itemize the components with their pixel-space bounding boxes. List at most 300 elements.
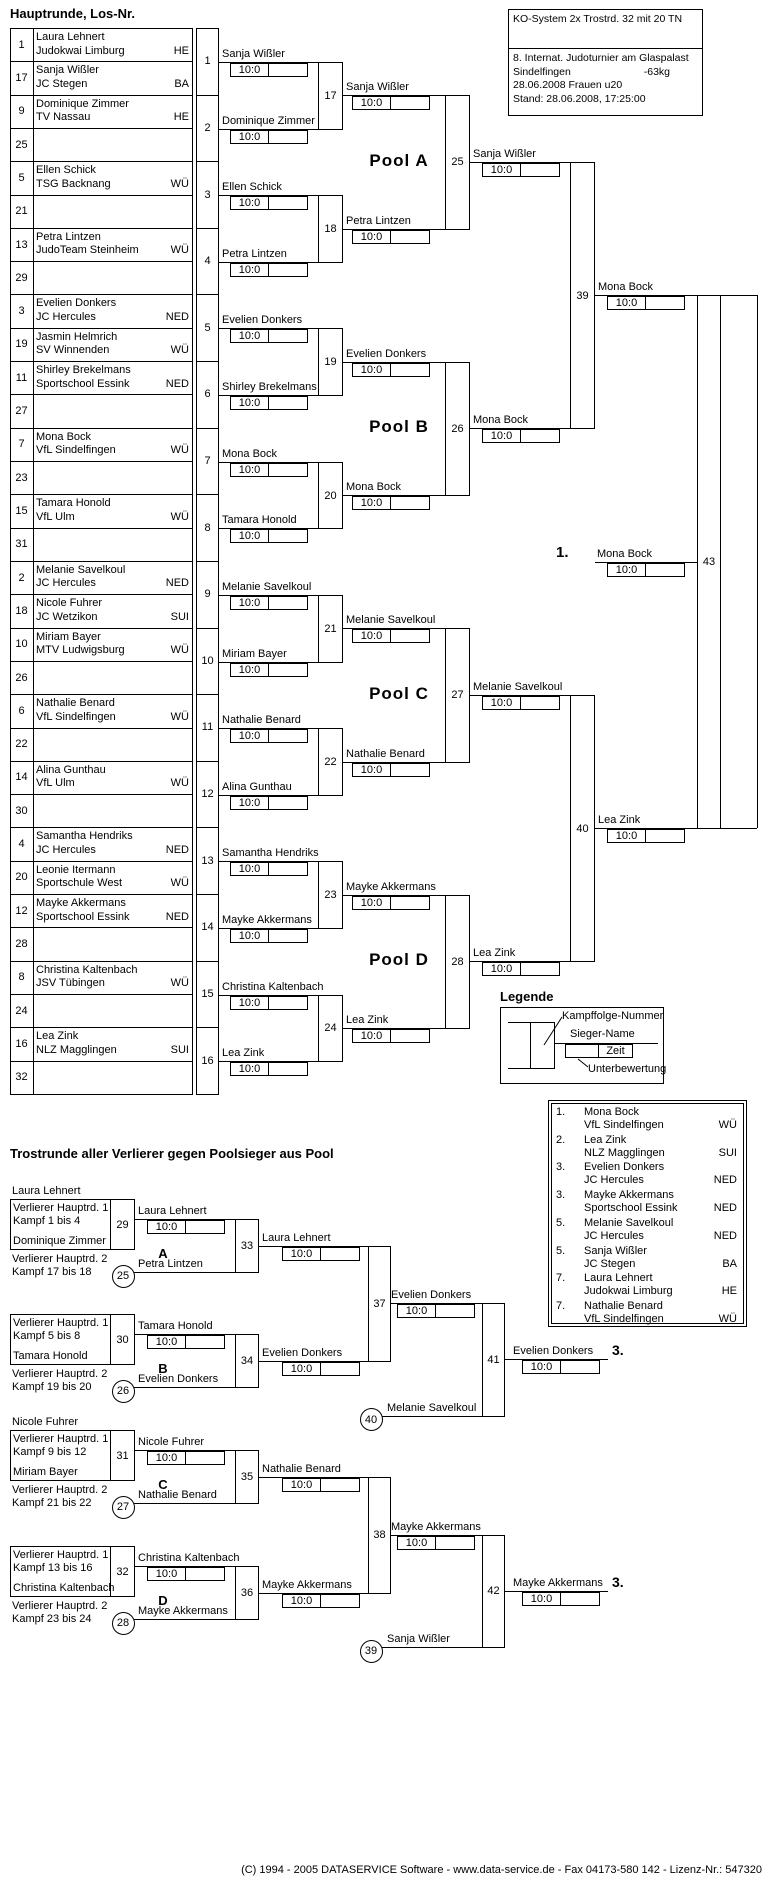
draw-row-los: 4 xyxy=(18,838,25,851)
placement-club: Judokwai Limburg xyxy=(584,1285,673,1298)
club-name: JC Stegen xyxy=(36,77,88,90)
time-cell xyxy=(269,729,308,743)
time-cell xyxy=(436,1304,475,1318)
score-value: 10:0 xyxy=(147,1451,186,1465)
region-code: WÜ xyxy=(170,244,189,257)
placement-club: NLZ Magglingen xyxy=(584,1146,665,1159)
winner-wire xyxy=(134,1619,235,1620)
score-box xyxy=(230,63,308,77)
trost-slot-label: Verlierer Hauptrd. 2 xyxy=(12,1368,108,1380)
draw-row-los: 22 xyxy=(15,738,28,751)
trost-participant-name: Nicole Fuhrer xyxy=(12,1416,79,1428)
score-box xyxy=(352,763,430,777)
trost-slot-label: Verlierer Hauptrd. 2 xyxy=(12,1253,108,1265)
score-value: 10:0 xyxy=(230,196,269,210)
pool-label: Pool A xyxy=(369,150,429,170)
match-number-box: 38 xyxy=(368,1477,391,1594)
club-name: SV Winnenden xyxy=(36,344,110,357)
placement-name: Melanie Savelkoul xyxy=(584,1216,674,1229)
draw-row-los: 8 xyxy=(18,971,25,984)
first-place-rank: 1. xyxy=(556,543,569,561)
competitor-name: Tamara Honold xyxy=(36,497,111,510)
draw-grid-line xyxy=(10,95,193,96)
time-cell xyxy=(269,463,308,477)
final-outer-line xyxy=(757,295,758,828)
pool-label: Pool B xyxy=(369,417,429,437)
draw-grid-line xyxy=(10,128,193,129)
winner-wire xyxy=(382,1416,482,1417)
winner-name: Christina Kaltenbach xyxy=(138,1552,240,1564)
draw-row-los: 13 xyxy=(15,238,28,251)
competitor-name: Samantha Hendriks xyxy=(36,830,133,843)
winner-name: Sanja Wißler xyxy=(222,48,285,60)
match-number-cell: 30 xyxy=(116,1333,129,1346)
score-box xyxy=(352,363,430,377)
match-number-box: 39 xyxy=(570,162,595,429)
winner-name: Nathalie Benard xyxy=(222,714,301,727)
draw-row-los: 18 xyxy=(15,604,28,617)
match-number-cell: 2 xyxy=(204,121,211,134)
competitor-name: Miriam Bayer xyxy=(36,630,101,643)
winner-name: Evelien Donkers xyxy=(346,347,427,360)
draw-grid-line xyxy=(10,827,193,828)
draw-grid-line xyxy=(10,694,193,695)
trost-slot-label: Kampf 23 bis 24 xyxy=(12,1613,92,1625)
time-cell xyxy=(391,763,430,777)
circle-feeder-name: Petra Lintzen xyxy=(138,1258,203,1270)
club-name: VfL Sindelfingen xyxy=(36,710,116,723)
score-box xyxy=(522,1360,600,1374)
match-number-cell: 13 xyxy=(201,854,214,867)
placement-name: Mona Bock xyxy=(584,1106,640,1118)
region-code: NED xyxy=(165,377,189,390)
winner-name: Mayke Akkermans xyxy=(222,914,312,927)
match-number-cell: 8 xyxy=(204,521,211,534)
score-box xyxy=(282,1478,360,1492)
club-name: VfL Ulm xyxy=(36,777,75,790)
trost-pool-letter: C xyxy=(158,1477,168,1492)
match-number-box: 23 xyxy=(318,861,343,929)
trost-pool-letter: D xyxy=(158,1593,168,1608)
time-cell xyxy=(391,629,430,643)
score-value: 10:0 xyxy=(352,763,391,777)
score-value: 10:0 xyxy=(482,429,521,443)
draw-row-los: 21 xyxy=(15,205,28,218)
system-label: KO-System 2x Trostrd. 32 mit 20 TN xyxy=(513,13,683,25)
placement-club: JC Hercules xyxy=(584,1229,644,1242)
placement-rank: 7. xyxy=(556,1299,566,1312)
pool-label: Pool C xyxy=(369,683,429,703)
trost-pool-letter: B xyxy=(158,1361,168,1376)
placement-name: Mayke Akkermans xyxy=(584,1189,674,1202)
draw-grid-line xyxy=(10,228,193,229)
winner-name: Nathalie Benard xyxy=(262,1462,341,1475)
score-box xyxy=(282,1247,360,1261)
score-box xyxy=(230,862,308,876)
match-number-box: 43 xyxy=(697,295,721,829)
score-box xyxy=(230,263,308,277)
draw-row-los: 12 xyxy=(15,904,28,917)
time-cell xyxy=(269,796,308,810)
score-value: 10:0 xyxy=(282,1247,321,1261)
match-number-box: 22 xyxy=(318,728,343,796)
match-circle: 25 xyxy=(112,1265,135,1288)
score-box xyxy=(230,463,308,477)
trost-slot-label: Kampf 19 bis 20 xyxy=(12,1381,92,1393)
competitor-name: Sanja Wißler xyxy=(36,64,99,77)
time-cell xyxy=(646,563,685,577)
score-box xyxy=(482,696,560,710)
placement-name: Laura Lehnert xyxy=(584,1272,653,1285)
draw-row-los: 27 xyxy=(15,405,28,418)
draw-row-los: 23 xyxy=(15,471,28,484)
competitor-name: Lea Zink xyxy=(36,1030,79,1043)
score-box xyxy=(230,929,308,943)
score-value: 10:0 xyxy=(282,1362,321,1376)
match-number-cell: 7 xyxy=(204,455,211,468)
score-value: 10:0 xyxy=(230,929,269,943)
score-box xyxy=(482,163,560,177)
score-box xyxy=(147,1567,225,1581)
competitor-name: Melanie Savelkoul xyxy=(36,563,126,576)
trost-slot-label: Verlierer Hauptrd. 1 xyxy=(13,1433,109,1445)
time-cell xyxy=(269,263,308,277)
time-cell xyxy=(646,296,685,310)
score-value: 10:0 xyxy=(397,1536,436,1550)
region-code: WÜ xyxy=(170,344,189,357)
placement-club: VfL Sindelfingen xyxy=(584,1119,664,1131)
draw-grid-line xyxy=(10,728,193,729)
draw-grid-line xyxy=(10,927,193,928)
legend-label-unterbewertung: Unterbewertung xyxy=(588,1063,667,1075)
time-cell xyxy=(391,1029,430,1043)
score-value: 10:0 xyxy=(230,796,269,810)
footer-copyright: (C) 1994 - 2005 DATASERVICE Software - www.data-service.de - Fax 04173-580 142 - Lizenz-Nr.: 547320 xyxy=(241,1864,762,1876)
score-value: 10:0 xyxy=(352,496,391,510)
legend-title: Legende xyxy=(500,989,554,1004)
score-box xyxy=(282,1594,360,1608)
score-value: 10:0 xyxy=(147,1220,186,1234)
time-cell xyxy=(391,896,430,910)
time-cell xyxy=(269,329,308,343)
time-cell xyxy=(561,1592,600,1606)
match-number-cell: 6 xyxy=(204,388,211,401)
draw-grid-line xyxy=(10,161,193,162)
match-number-box: 18 xyxy=(318,195,343,263)
region-code: NED xyxy=(165,577,189,590)
winner-name: Nicole Fuhrer xyxy=(138,1436,205,1448)
score-box xyxy=(352,896,430,910)
match-number-box: 19 xyxy=(318,328,343,396)
winner-name: Mayke Akkermans xyxy=(513,1576,603,1589)
draw-grid-line xyxy=(10,494,193,495)
score-box xyxy=(147,1451,225,1465)
draw-grid-line xyxy=(10,394,193,395)
time-cell xyxy=(269,196,308,210)
placement-rank: 7. xyxy=(556,1272,566,1285)
draw-row-los: 5 xyxy=(18,171,25,184)
score-value: 10:0 xyxy=(607,829,646,843)
placement-club: JC Stegen xyxy=(584,1257,636,1270)
placement-region: WÜ xyxy=(718,1119,737,1131)
score-value: 10:0 xyxy=(230,663,269,677)
legend-time-cell: Zeit xyxy=(599,1044,633,1058)
competitor-name: Christina Kaltenbach xyxy=(36,963,138,976)
time-cell xyxy=(186,1220,225,1234)
region-code: NED xyxy=(165,843,189,856)
winner-name: Evelien Donkers xyxy=(222,314,303,327)
score-box xyxy=(230,196,308,210)
score-value: 10:0 xyxy=(230,996,269,1010)
final-stub xyxy=(720,828,757,829)
winner-name: Mona Bock xyxy=(346,481,402,494)
winner-name: Dominique Zimmer xyxy=(222,114,315,127)
winner-name: Melanie Savelkoul xyxy=(473,680,563,693)
winner-name: Christina Kaltenbach xyxy=(222,980,324,993)
time-cell xyxy=(436,1536,475,1550)
winner-name: Laura Lehnert xyxy=(138,1205,207,1217)
match-number-box: 26 xyxy=(445,362,470,496)
winner-wire xyxy=(134,1272,235,1273)
competitor-name: Nathalie Benard xyxy=(36,697,115,710)
score-value: 10:0 xyxy=(522,1360,561,1374)
match-number-box: 27 xyxy=(445,628,470,762)
winner-name: Evelien Donkers xyxy=(262,1346,343,1359)
score-box xyxy=(352,1029,430,1043)
winner-name: Shirley Brekelmans xyxy=(222,381,317,394)
pool-label: Pool D xyxy=(369,950,429,970)
match-number-box: 24 xyxy=(318,995,343,1063)
competitor-name: Mayke Akkermans xyxy=(36,897,126,910)
match-number-box: 34 xyxy=(235,1334,259,1388)
match-circle: 28 xyxy=(112,1612,135,1635)
score-box xyxy=(482,962,560,976)
draw-row-los: 31 xyxy=(15,538,28,551)
match-number-box: 25 xyxy=(445,95,470,229)
time-cell xyxy=(269,529,308,543)
trost-participant-name: Miriam Bayer xyxy=(13,1466,78,1478)
time-cell xyxy=(321,1594,360,1608)
draw-grid-line xyxy=(10,761,193,762)
event-city: Sindelfingen xyxy=(513,65,571,78)
draw-row-los: 10 xyxy=(15,638,28,651)
score-box xyxy=(607,563,685,577)
score-value: 10:0 xyxy=(352,1029,391,1043)
draw-grid-line xyxy=(10,294,193,295)
placement-club: Sportschool Essink xyxy=(584,1202,678,1215)
score-value: 10:0 xyxy=(230,463,269,477)
region-code: WÜ xyxy=(170,444,189,457)
trost-slot-label: Verlierer Hauptrd. 1 xyxy=(13,1549,109,1561)
region-code: WÜ xyxy=(170,644,189,657)
placement-rank: 3. xyxy=(556,1161,566,1174)
placement-region: HE xyxy=(721,1285,737,1298)
club-name: JSV Tübingen xyxy=(36,977,105,990)
winner-name: Mona Bock xyxy=(597,547,653,560)
score-value: 10:0 xyxy=(147,1335,186,1349)
circle-feeder-name: Melanie Savelkoul xyxy=(387,1401,477,1414)
match-number-box: 33 xyxy=(235,1219,259,1273)
winner-wire xyxy=(134,1503,235,1504)
time-cell xyxy=(269,596,308,610)
score-value: 10:0 xyxy=(352,230,391,244)
match-number-cell: 12 xyxy=(201,788,214,801)
club-name: TV Nassau xyxy=(36,111,91,124)
trost-pool-letter: A xyxy=(158,1246,168,1261)
winner-name: Nathalie Benard xyxy=(346,747,425,760)
region-code: WÜ xyxy=(170,977,189,990)
score-value: 10:0 xyxy=(352,896,391,910)
region-code: SUI xyxy=(170,610,189,623)
club-name: Sportschool Essink xyxy=(36,377,130,390)
match-number-cell: 32 xyxy=(116,1565,129,1578)
winner-wire xyxy=(382,1647,482,1648)
time-cell xyxy=(269,996,308,1010)
time-cell xyxy=(646,829,685,843)
club-name: MTV Ludwigsburg xyxy=(36,644,125,657)
trost-slot-label: Verlierer Hauptrd. 2 xyxy=(12,1600,108,1612)
region-code: BA xyxy=(174,77,189,90)
placement-name: Evelien Donkers xyxy=(584,1161,665,1174)
winner-name: Mona Bock xyxy=(598,281,654,294)
circle-feeder-name: Mayke Akkermans xyxy=(138,1605,228,1617)
match-number-box: 40 xyxy=(570,695,595,962)
legend-label-sieger: Sieger-Name xyxy=(570,1028,635,1040)
time-cell xyxy=(391,230,430,244)
score-value: 10:0 xyxy=(230,729,269,743)
time-cell xyxy=(321,1362,360,1376)
draw-grid-line xyxy=(10,961,193,962)
match-number-cell: 14 xyxy=(201,921,214,934)
placement-name: Lea Zink xyxy=(584,1133,627,1146)
match-number-box: 35 xyxy=(235,1450,259,1504)
trost-slot-label: Verlierer Hauptrd. 2 xyxy=(12,1484,108,1496)
score-box xyxy=(230,529,308,543)
score-box xyxy=(230,596,308,610)
score-value: 10:0 xyxy=(230,263,269,277)
draw-grid-line xyxy=(10,561,193,562)
draw-row-los: 1 xyxy=(18,38,25,51)
trost-slot-label: Kampf 1 bis 4 xyxy=(13,1215,81,1227)
draw-grid-line xyxy=(10,461,193,462)
placement-rank: 5. xyxy=(556,1216,566,1229)
placement-name: Sanja Wißler xyxy=(584,1244,647,1257)
draw-grid-line xyxy=(10,61,193,62)
match-number-box: 20 xyxy=(318,462,343,530)
winner-name: Mayke Akkermans xyxy=(391,1520,481,1533)
winner-name: Tamara Honold xyxy=(138,1320,213,1332)
score-value: 10:0 xyxy=(522,1592,561,1606)
score-box xyxy=(607,296,685,310)
event-info-box xyxy=(508,48,703,116)
competitor-name: Laura Lehnert xyxy=(36,31,105,43)
winner-name: Miriam Bayer xyxy=(222,647,287,660)
draw-row-los: 24 xyxy=(15,1004,28,1017)
draw-grid-line xyxy=(10,328,193,329)
match-number-box: 37 xyxy=(368,1246,391,1362)
winner-name: Mayke Akkermans xyxy=(346,880,436,893)
score-value: 10:0 xyxy=(282,1594,321,1608)
draw-row-los: 28 xyxy=(15,938,28,950)
score-box xyxy=(230,663,308,677)
score-value: 10:0 xyxy=(482,163,521,177)
region-code: WÜ xyxy=(170,510,189,523)
trost-slot-label: Kampf 17 bis 18 xyxy=(12,1266,92,1278)
score-value: 10:0 xyxy=(230,329,269,343)
club-name: NLZ Magglingen xyxy=(36,1043,117,1056)
draw-row-los: 11 xyxy=(15,371,28,384)
score-box xyxy=(230,396,308,410)
winner-name: Alina Gunthau xyxy=(222,780,292,793)
draw-grid-line xyxy=(10,628,193,629)
region-code: WÜ xyxy=(170,177,189,190)
match-number-cell: 31 xyxy=(116,1449,129,1462)
match-circle: 39 xyxy=(360,1640,383,1663)
winner-name: Evelien Donkers xyxy=(513,1345,594,1358)
time-cell xyxy=(391,363,430,377)
winner-name: Lea Zink xyxy=(598,814,641,827)
club-name: TSG Backnang xyxy=(36,177,111,190)
time-cell xyxy=(521,696,560,710)
placement-name: Nathalie Benard xyxy=(584,1299,663,1312)
score-box xyxy=(282,1362,360,1376)
draw-row-los: 9 xyxy=(18,105,25,118)
event-date-class: 28.06.2008 Frauen u20 xyxy=(513,79,623,91)
score-value: 10:0 xyxy=(352,96,391,110)
score-value: 10:0 xyxy=(230,862,269,876)
club-name: Sportschool Essink xyxy=(36,910,130,923)
trost-slot-label: Verlierer Hauptrd. 1 xyxy=(13,1202,109,1214)
score-value: 10:0 xyxy=(352,363,391,377)
stand-line: Stand: 28.06.2008, 17:25:00 xyxy=(513,92,646,105)
draw-row-los: 15 xyxy=(15,504,28,517)
placement-region: SUI xyxy=(718,1146,737,1159)
main-title: Hauptrunde, Los-Nr. xyxy=(10,6,135,21)
trost-participant-name: Laura Lehnert xyxy=(12,1185,81,1197)
time-cell xyxy=(186,1335,225,1349)
draw-grid-line xyxy=(10,528,193,529)
score-value: 10:0 xyxy=(230,596,269,610)
draw-row-los: 14 xyxy=(15,771,28,784)
trost-participant-name: Tamara Honold xyxy=(13,1350,88,1362)
score-box xyxy=(352,96,430,110)
match-circle: 27 xyxy=(112,1496,135,1519)
winner-name: Lea Zink xyxy=(222,1047,265,1060)
match-number-box: 36 xyxy=(235,1566,259,1620)
score-box xyxy=(147,1220,225,1234)
winner-wire xyxy=(134,1387,235,1388)
circle-feeder-name: Sanja Wißler xyxy=(387,1633,450,1645)
time-cell xyxy=(269,663,308,677)
time-cell xyxy=(561,1360,600,1374)
competitor-name: Shirley Brekelmans xyxy=(36,364,131,377)
circle-feeder-name: Evelien Donkers xyxy=(138,1373,219,1385)
winner-name: Melanie Savelkoul xyxy=(222,580,312,593)
draw-row-los: 2 xyxy=(18,571,25,584)
match-number-box: 28 xyxy=(445,895,470,1029)
placement-region: NED xyxy=(713,1229,737,1242)
match-number-cell: 4 xyxy=(204,255,211,268)
score-value: 10:0 xyxy=(230,63,269,77)
time-cell xyxy=(391,496,430,510)
system-info-box xyxy=(508,9,703,49)
match-circle: 40 xyxy=(360,1408,383,1431)
match-number-cell: 1 xyxy=(204,55,211,68)
draw-row-los: 20 xyxy=(15,871,28,884)
draw-grid-line xyxy=(10,195,193,196)
time-cell xyxy=(321,1247,360,1261)
score-box xyxy=(522,1592,600,1606)
